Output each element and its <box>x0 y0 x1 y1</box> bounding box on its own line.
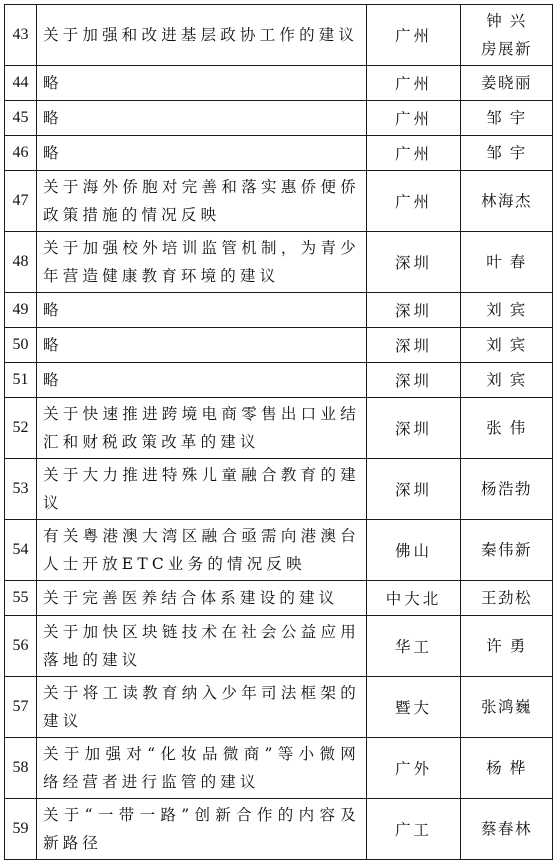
proposal-table <box>4 4 553 860</box>
table-row <box>5 581 553 616</box>
table-row <box>5 363 553 398</box>
proposer-name: 张鸿巍 <box>461 677 553 738</box>
proposer-name: 邹 宇 <box>461 136 553 171</box>
row-number: 52 <box>5 398 37 459</box>
table-row <box>5 738 553 799</box>
region: 佛山 <box>367 520 461 581</box>
proposal-title: 略 <box>37 293 367 328</box>
proposal-title: 有关粤港澳大湾区融合亟需向港澳台人士开放ETC业务的情况反映 <box>37 520 367 581</box>
proposal-title: 略 <box>37 66 367 101</box>
region: 深圳 <box>367 459 461 520</box>
proposer-name: 刘 宾 <box>461 293 553 328</box>
table-row <box>5 328 553 363</box>
table-row <box>5 398 553 459</box>
row-number: 55 <box>5 581 37 616</box>
region: 广州 <box>367 101 461 136</box>
region: 广州 <box>367 66 461 101</box>
proposal-title: 略 <box>37 136 367 171</box>
row-number: 45 <box>5 101 37 136</box>
table-row <box>5 293 553 328</box>
row-number: 44 <box>5 66 37 101</box>
region: 华工 <box>367 616 461 677</box>
table-row <box>5 66 553 101</box>
table-row <box>5 101 553 136</box>
row-number: 46 <box>5 136 37 171</box>
proposal-title: 关于海外侨胞对完善和落实惠侨便侨政策措施的情况反映 <box>37 171 367 232</box>
row-number: 49 <box>5 293 37 328</box>
proposer-name: 王劲松 <box>461 581 553 616</box>
region: 深圳 <box>367 363 461 398</box>
proposer-name: 刘 宾 <box>461 363 553 398</box>
region: 广工 <box>367 799 461 860</box>
row-number: 54 <box>5 520 37 581</box>
row-number: 50 <box>5 328 37 363</box>
proposal-title: 关于大力推进特殊儿童融合教育的建议 <box>37 459 367 520</box>
proposal-title: 关于加强对“化妆品微商”等小微网络经营者进行监管的建议 <box>37 738 367 799</box>
region: 暨大 <box>367 677 461 738</box>
proposer-name: 杨浩勃 <box>461 459 553 520</box>
table-row <box>5 5 553 66</box>
region: 深圳 <box>367 328 461 363</box>
proposal-title: 略 <box>37 328 367 363</box>
table-row <box>5 799 553 860</box>
proposal-title: 略 <box>37 363 367 398</box>
proposal-title: 关于加强和改进基层政协工作的建议 <box>37 5 367 66</box>
proposer-name: 蔡春林 <box>461 799 553 860</box>
row-number: 48 <box>5 232 37 293</box>
proposer-name: 邹 宇 <box>461 101 553 136</box>
region: 广州 <box>367 171 461 232</box>
table-row <box>5 520 553 581</box>
proposal-title: 关于加强校外培训监管机制，为青少年营造健康教育环境的建议 <box>37 232 367 293</box>
proposal-title: 略 <box>37 101 367 136</box>
proposal-title: 关于加快区块链技术在社会公益应用落地的建议 <box>37 616 367 677</box>
table-row <box>5 171 553 232</box>
proposal-title: 关于完善医养结合体系建设的建议 <box>37 581 367 616</box>
table-row <box>5 677 553 738</box>
proposer-name: 钟 兴 房展新 <box>461 5 553 66</box>
table-row <box>5 232 553 293</box>
region: 广外 <box>367 738 461 799</box>
proposer-name: 杨 桦 <box>461 738 553 799</box>
proposer-name: 叶 春 <box>461 232 553 293</box>
table-row <box>5 459 553 520</box>
row-number: 47 <box>5 171 37 232</box>
row-number: 53 <box>5 459 37 520</box>
proposer-name: 刘 宾 <box>461 328 553 363</box>
row-number: 51 <box>5 363 37 398</box>
region: 深圳 <box>367 398 461 459</box>
proposer-name: 张 伟 <box>461 398 553 459</box>
table-row <box>5 136 553 171</box>
proposal-title: 关于快速推进跨境电商零售出口业结汇和财税政策改革的建议 <box>37 398 367 459</box>
proposer-name: 林海杰 <box>461 171 553 232</box>
region: 深圳 <box>367 232 461 293</box>
region: 广州 <box>367 5 461 66</box>
proposer-name: 许 勇 <box>461 616 553 677</box>
table-row <box>5 616 553 677</box>
region: 中大北 <box>367 581 461 616</box>
region: 广州 <box>367 136 461 171</box>
row-number: 58 <box>5 738 37 799</box>
proposer-name: 姜晓丽 <box>461 66 553 101</box>
proposal-title: 关于“一带一路”创新合作的内容及新路径 <box>37 799 367 860</box>
proposal-title: 关于将工读教育纳入少年司法框架的建议 <box>37 677 367 738</box>
proposer-name: 秦伟新 <box>461 520 553 581</box>
region: 深圳 <box>367 293 461 328</box>
row-number: 56 <box>5 616 37 677</box>
row-number: 59 <box>5 799 37 860</box>
row-number: 43 <box>5 5 37 66</box>
row-number: 57 <box>5 677 37 738</box>
